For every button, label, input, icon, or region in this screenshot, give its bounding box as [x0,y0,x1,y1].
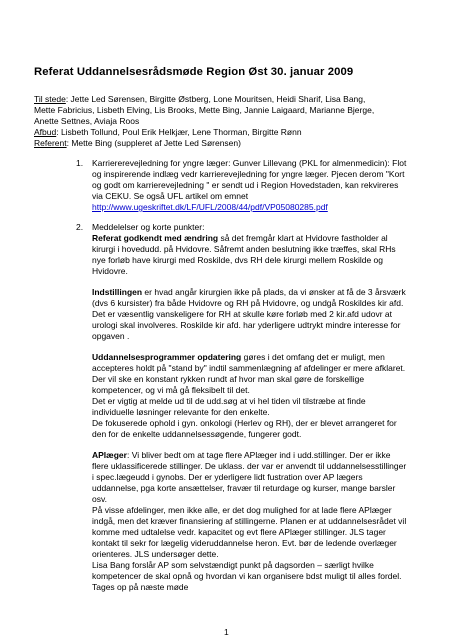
til-stede-label: Til stede [34,94,66,104]
p4-line: komme med udtalelse vedr. kapacitet og evt flere APlæger stillinger. JLS tager [92,527,386,537]
p3-rest: gøres i det omfang det er muligt, men [241,352,385,362]
ugeskriftet-link[interactable]: http://www.ugeskriftet.dk/LF/UFL/2008/44/pdf/VP05080285.pdf [92,202,328,212]
p3-line: den for de enkelte uddannelsessøgende, fungerer godt. [92,429,302,439]
p2-first-line [92,287,406,298]
p4-line: kontakt til sekr for lægelig videruddannelse heron. Evt. bør de ledende overlæger [92,538,397,548]
item-1-line: og inspirerende indlæg vedr karrierevejledning for yngre læger. Pjecen derom "Kort [92,169,405,179]
page-number: 1 [224,627,229,637]
til-stede-line-3: Anette Settnes, Aviaja Roos [34,116,140,126]
p4-line: kompetencer de skal opnå og hvordan vi kan organisere bdst muligt til alles fordel. [92,571,402,581]
p1-line: Hvidovre. [92,266,128,276]
p2-bold: Indstillingen [92,287,143,297]
p4-bold: APlæger [92,450,127,460]
document-title: Referat Uddannelsesrådsmøde Region Øst 30. januar 2009 [34,66,354,78]
p4-line: flere uklassificerede stillinger. De uklass. der var er anvendt til uddannelsesstillinger [92,461,407,471]
referent-line [34,138,241,149]
til-stede-line-2: Mette Fabricius, Lisbeth Elving, Lis Brooks, Mette Bing, Jannie Laigaard, Marianne Bjerge, [34,105,375,115]
p1-line: kirurgi i hovedudd. på Hvidovre. Såfremt anden beslutning ikke træffes, skal RHs [92,244,396,254]
p2-line: urologi skal involveres. Roskilde kir afd. har yderligere udtrykt mindre interesse for [92,320,401,330]
p3-line: De fokuserede ophold i gyn. onkologi (Herlev og RH), der er blevet arrangeret for [92,418,397,428]
afbud-text: : Lisbeth Tollund, Poul Erik Helkjær, Lene Thorman, Birgitte Rønn [56,127,302,137]
p2-line: Det er væsentlig vanskeligere for RH at skulle køre forløb med 2 kir.afd udovr at [92,309,392,319]
p3-line: accepteres holdt på "stand by" indtil sammenlægning af afdelinger er mere afklaret. [92,363,406,373]
item-1-line: Karriererevejledning for yngre læger: Gunver Lillevang (PKL for almenmedicin): Flot [92,158,407,168]
p4-line: Tages op på næste møde [92,582,189,592]
p4-line: På visse afdelinger, men ikke alle, er det dog mulighed for at lade flere APlæger [92,505,392,515]
p1-rest: så det fremgår klart at Hvidovre fastholder al [218,233,388,243]
item-1-number: 1. [76,158,84,168]
p3-line: Det er vigtig at melde ud til de udd.søg at vi hel tiden vil tilstræbe at finde [92,396,366,406]
afbud-label: Afbud [34,127,57,137]
referent-label: Referent [34,138,67,148]
p3-bold: Uddannelsesprogrammer opdatering [92,352,242,362]
p4-line: osv. [92,494,107,504]
p3-line: Der vil ske en konstant rykken rundt af hvor man skal gøre de forskellige [92,374,365,384]
p2-line: opgaven . [92,331,130,341]
p2-line: (dvs 6 kursister) fra både Hvidovre og RH på Hvidovre, og undgå Roskildes kir afd. [92,298,404,308]
referent-text: : Mette Bing (suppleret af Jette Led Sørensen) [66,138,241,148]
p2-rest: er hvad angår kirurgien ikke på plads, da vi ønsker at få de 3 årsværk [142,287,406,297]
p4-line: Lisa Bang forslår AP som selvstændigt punkt på dagsorden – særligt hvilke [92,560,374,570]
p4-line: indgå, men det kræver finansiering af stillingerne. Planen er at uddannelsesrådet vil [92,516,407,526]
til-stede-text-1: : Jette Led Sørensen, Birgitte Østberg, Lone Mouritsen, Heidi Sharif, Lisa Bang, [65,94,366,104]
p4-line: orienteres. JLS undersøger dette. [92,549,219,559]
item-2-number: 2. [76,222,84,232]
p4-line: i spec.lægeudd i gynobs. Der er yderligere lidt fustration over AP lægers [92,472,363,482]
p1-bold: Referat godkendt med ændring [92,233,219,243]
p4-first-line [92,450,390,461]
til-stede-line-1 [34,94,365,105]
afbud-line [34,127,302,138]
p3-first-line [92,352,385,363]
item-2-intro: Meddelelser og korte punkter: [92,222,205,232]
p1-line: nye forløb have kirurgi med Roskilde, dvs RH dele kirurgi mellem Roskilde og [92,255,384,265]
p3-line: kompetencer, og vi må gå fleksibelt til det. [92,385,250,395]
p4-line: uddannelse, pga korte ansættelser, fravær til returdage og kurser, mange barsler [92,483,396,493]
p4-rest: : Vi bliver bedt om at tage flere APlæger ind i udd.stillinger. Der er ikke [126,450,391,460]
p1-first-line [92,233,388,244]
p3-line: individuelle løsninger relevante for den enkelte. [92,407,270,417]
item-1-line: via CEKU. Se også UFL artikel om emnet [92,191,249,201]
item-1-line: og godt om karrierevejledning " er sendt ud i Region Hovedstaden, kan rekvireres [92,180,399,190]
